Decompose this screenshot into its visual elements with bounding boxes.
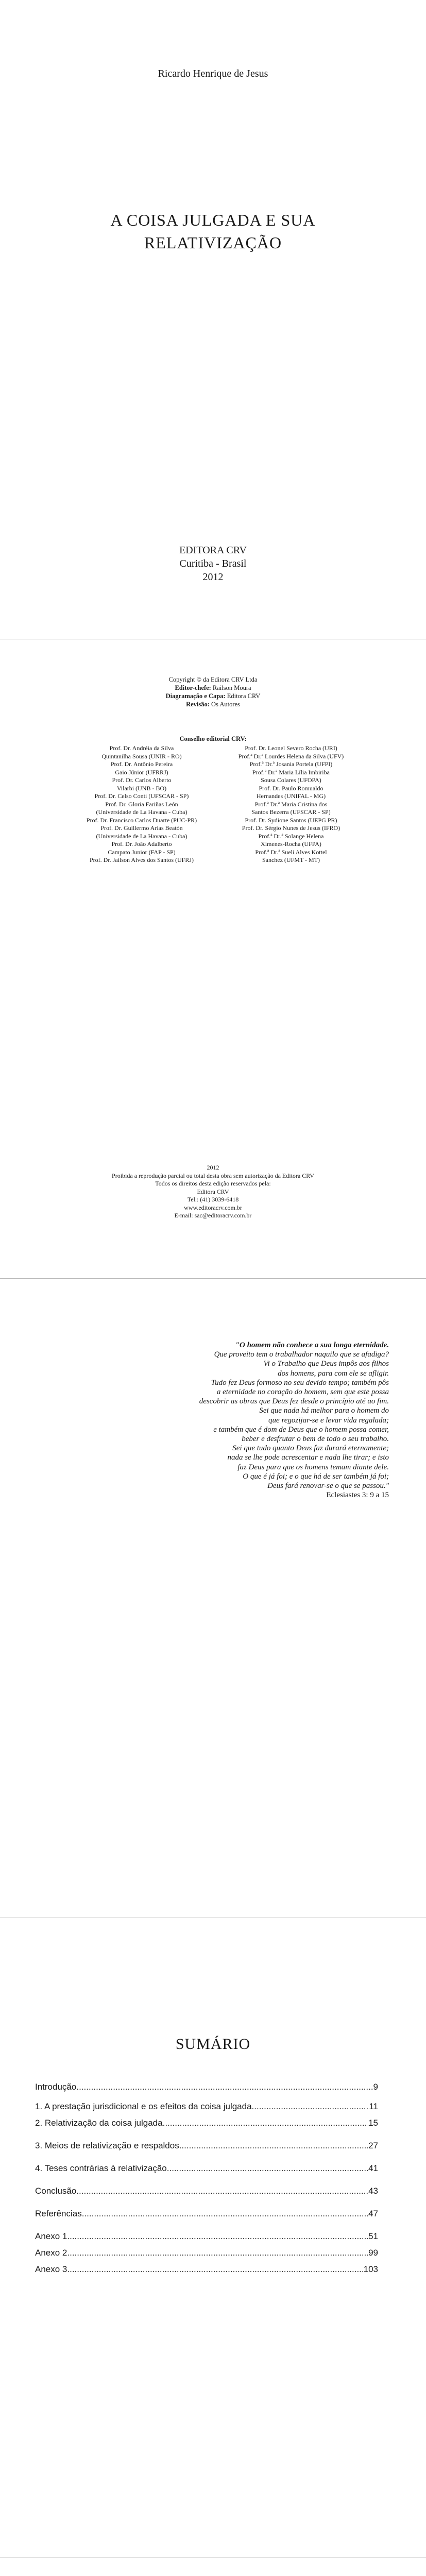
- toc-entry-label: 2. Relativização da coisa julgada: [35, 2118, 163, 2128]
- epigraph-line: Vi o Trabalho que Deus impôs aos filhos: [263, 1360, 389, 1368]
- publisher-block: [0, 544, 426, 584]
- epigraph-line: beber e desfrutar o bem de todo o seu trabalho.: [242, 1435, 389, 1444]
- council-column-right: [221, 744, 361, 865]
- editor-credit: [0, 684, 426, 692]
- epigraph-lines: [147, 1350, 389, 1490]
- council-member: Vilarbi (UNB - BO): [116, 784, 167, 792]
- council-member: Prof.ª Dr.ª Lourdes Helena da Silva (UFV): [238, 752, 344, 760]
- toc-entry-label: Introdução: [35, 2082, 77, 2092]
- council-member: Prof. Dr. Francisco Carlos Duarte (PUC-PR): [86, 816, 197, 824]
- toc-entry[interactable]: [35, 2118, 378, 2127]
- epigraph-line: O que é já foi; e o que há de ser também já foi;: [243, 1472, 389, 1481]
- council-member: (Universidade de La Havana - Cuba): [96, 832, 188, 840]
- toc-entry-label: 3. Meios de relativização e respaldos: [35, 2141, 179, 2150]
- toc-entry-page: 103: [363, 2264, 378, 2274]
- introduction-page: [0, 2557, 426, 2576]
- toc-page: [0, 1918, 426, 2557]
- council-member: Prof. Dr. João Adalberto: [111, 840, 172, 848]
- cover-page: [0, 0, 426, 639]
- epigraph-line: Tudo fez Deus formoso no seu devido tempo; também pôs: [211, 1378, 389, 1387]
- toc-entry-page: 99: [368, 2248, 378, 2258]
- epigraph-line: faz Deus para que os homens temam diante dele.: [237, 1463, 389, 1471]
- book-title: [0, 209, 426, 254]
- toc-leader-dots: [76, 2082, 373, 2092]
- toc-entry[interactable]: [35, 2082, 378, 2091]
- copyright-line: Copyright © da Editora CRV Ltda: [168, 676, 258, 683]
- council-member: Prof. Dr. Antônio Pereira: [110, 760, 173, 768]
- copyright-credits: [0, 675, 426, 708]
- design-label: Diagramação e Capa:: [165, 692, 226, 700]
- copyright-footer-line: Editora CRV: [197, 1188, 229, 1195]
- toc-entry-page: 51: [368, 2231, 378, 2241]
- council-member: Prof. Dr. Jailson Alves dos Santos (UFRJ): [89, 856, 194, 863]
- publisher-place: Curitiba - Brasil: [179, 558, 247, 569]
- council-member: Quintanilha Sousa (UNIR - RO): [101, 752, 182, 760]
- toc-entry[interactable]: [35, 2102, 378, 2111]
- toc-entry-label: Referências: [35, 2209, 82, 2218]
- council-member: Prof.ª Dr.ª Solange Helena: [258, 832, 324, 840]
- book-title-line: A COISA JULGADA E SUA: [110, 211, 316, 229]
- toc-entry-page: 27: [368, 2141, 378, 2150]
- epigraph-line: dos homens, para com ele se afligir.: [278, 1369, 389, 1378]
- publisher-name: EDITORA CRV: [179, 545, 247, 556]
- author-name: Ricardo Henrique de Jesus: [158, 68, 268, 79]
- toc-leader-dots: [167, 2163, 368, 2174]
- council-member: Campato Junior (FAP - SP): [108, 848, 176, 856]
- toc-entry[interactable]: [35, 2163, 378, 2173]
- editorial-council: [72, 744, 361, 865]
- council-member: Prof.ª Dr.ª Maria Lília Imbiriba: [252, 768, 330, 776]
- toc-leader-dots: [179, 2141, 368, 2151]
- council-member: Prof. Dr. Sydione Santos (UEPG PR): [245, 816, 337, 824]
- toc-entry-label: Anexo 1: [35, 2231, 67, 2241]
- toc-entry-label: Anexo 2: [35, 2248, 67, 2258]
- epigraph-line: que regozijar-se e levar vida regalada;: [268, 1416, 389, 1425]
- copyright-page: [0, 639, 426, 1278]
- review-label: Revisão:: [186, 701, 210, 708]
- toc-entry-label: 4. Teses contrárias à relativização: [35, 2163, 167, 2173]
- toc-entry[interactable]: [35, 2248, 378, 2257]
- epigraph-line: Deus fará renovar-se o que se passou.": [267, 1482, 389, 1490]
- council-member: Prof.ª Dr.ª Sueli Alves Kottel: [255, 848, 327, 856]
- council-member: Prof.ª Dr.ª Josania Portela (UFPI): [249, 760, 333, 768]
- council-member: Sousa Colares (UFOPA): [261, 776, 321, 784]
- council-column-left: [72, 744, 211, 865]
- council-member: Prof. Dr. Leonel Severo Rocha (URI): [245, 744, 337, 752]
- council-member: Prof. Dr. Carlos Alberto: [112, 776, 172, 784]
- council-member: Gaio Júnior (UFRRJ): [115, 768, 168, 776]
- review-value: Os Autores: [211, 701, 240, 708]
- book-title-line: RELATIVIZAÇÃO: [144, 233, 282, 252]
- toc-entry-label: 1. A prestação jurisdicional e os efeitos da coisa julgada: [35, 2102, 252, 2111]
- epigraph-line: descobrir as obras que Deus fez desde o princípio até ao fim.: [199, 1397, 389, 1406]
- toc-entry[interactable]: [35, 2264, 378, 2274]
- design-value: Editora CRV: [227, 692, 261, 700]
- council-member: Hernandes (UNIFAL - MG): [256, 792, 326, 800]
- epigraph-line: Sei que nada há melhor para o homem do: [259, 1406, 389, 1415]
- toc-list: [35, 2082, 378, 2274]
- copyright-footer-line: www.editoracrv.com.br: [184, 1204, 242, 1211]
- copyright-footer-line: Proibida a reprodução parcial ou total desta obra sem autorização da Editora CRV: [112, 1172, 314, 1179]
- council-member: Prof.ª Dr.ª Maria Cristina dos: [254, 800, 328, 808]
- council-member: Ximenes-Rocha (UFPA): [261, 840, 321, 848]
- epigraph-line: Sei que tudo quanto Deus faz durará eternamente;: [232, 1444, 389, 1453]
- editor-value: Railson Moura: [212, 684, 251, 691]
- council-member: Sanchez (UFMT - MT): [262, 856, 320, 863]
- toc-entry-page: 43: [368, 2186, 378, 2196]
- toc-entry-page: 47: [368, 2209, 378, 2218]
- epigraph-lead: "O homem não conhece a sua longa eternidade.: [235, 1341, 389, 1349]
- copyright-footer: [0, 1164, 426, 1220]
- copyright-footer-line: 2012: [207, 1164, 219, 1171]
- epigraph-reference: Eclesiastes 3: 9 a 15: [326, 1491, 389, 1500]
- toc-entry-label: Conclusão: [35, 2186, 77, 2196]
- toc-entry-page: 11: [369, 2102, 378, 2111]
- epigraph-line: nada se lhe pode acrescentar e nada lhe tirar; e isto: [227, 1453, 389, 1462]
- council-member: Santos Bezerra (UFSCAR - SP): [251, 808, 331, 816]
- epigraph-line: e também que é dom de Deus que o homem possa comer,: [213, 1425, 389, 1434]
- toc-entry-page: 15: [368, 2118, 378, 2128]
- design-credit: [0, 692, 426, 700]
- toc-leader-dots: [252, 2102, 369, 2112]
- copyright-footer-line: Todos os direitos desta edição reservados pela:: [155, 1180, 271, 1187]
- toc-leader-dots: [67, 2231, 368, 2242]
- toc-entry[interactable]: [35, 2186, 378, 2195]
- epigraph-line: a eternidade no coração do homem, sem que este possa: [216, 1388, 389, 1397]
- council-member: Prof. Dr. Gloria Fariñas León: [105, 800, 178, 808]
- council-member: Prof. Dr. Paulo Romualdo: [259, 784, 323, 792]
- toc-entry-page: 9: [373, 2082, 378, 2092]
- toc-leader-dots: [76, 2186, 368, 2196]
- toc-entry-page: 41: [368, 2163, 378, 2173]
- publication-year: 2012: [202, 571, 224, 583]
- toc-leader-dots: [67, 2264, 363, 2275]
- toc-entry[interactable]: [35, 2231, 378, 2241]
- toc-leader-dots: [67, 2248, 368, 2258]
- epigraph-page: [0, 1279, 426, 1918]
- toc-entry-label: Anexo 3: [35, 2264, 67, 2274]
- editor-label: Editor-chefe:: [175, 684, 211, 691]
- toc-title: SUMÁRIO: [175, 2036, 251, 2053]
- copyright-footer-line: Tel.: (41) 3039-6418: [187, 1196, 239, 1203]
- council-member: Prof. Dr. Celso Conti (UFSCAR - SP): [94, 792, 189, 800]
- toc-leader-dots: [163, 2118, 368, 2128]
- toc-entry[interactable]: [35, 2141, 378, 2150]
- toc-leader-dots: [82, 2209, 368, 2219]
- council-title: Conselho editorial CRV:: [179, 735, 247, 742]
- council-member: Prof. Dr. Andréia da Silva: [109, 744, 174, 752]
- toc-entry[interactable]: [35, 2209, 378, 2218]
- council-member: (Universidade de La Havana - Cuba): [96, 808, 188, 816]
- council-member: Prof. Dr. Sérgio Nunes de Jesus (IFRO): [242, 824, 340, 832]
- review-credit: [0, 700, 426, 708]
- epigraph-line: Que proveito tem o trabalhador naquilo que se afadiga?: [214, 1350, 389, 1359]
- council-member: Prof. Dr. Guillermo Arias Beatón: [100, 824, 183, 832]
- epigraph: [147, 1341, 389, 1500]
- copyright-footer-line: E-mail: sac@editoracrv.com.br: [174, 1212, 252, 1219]
